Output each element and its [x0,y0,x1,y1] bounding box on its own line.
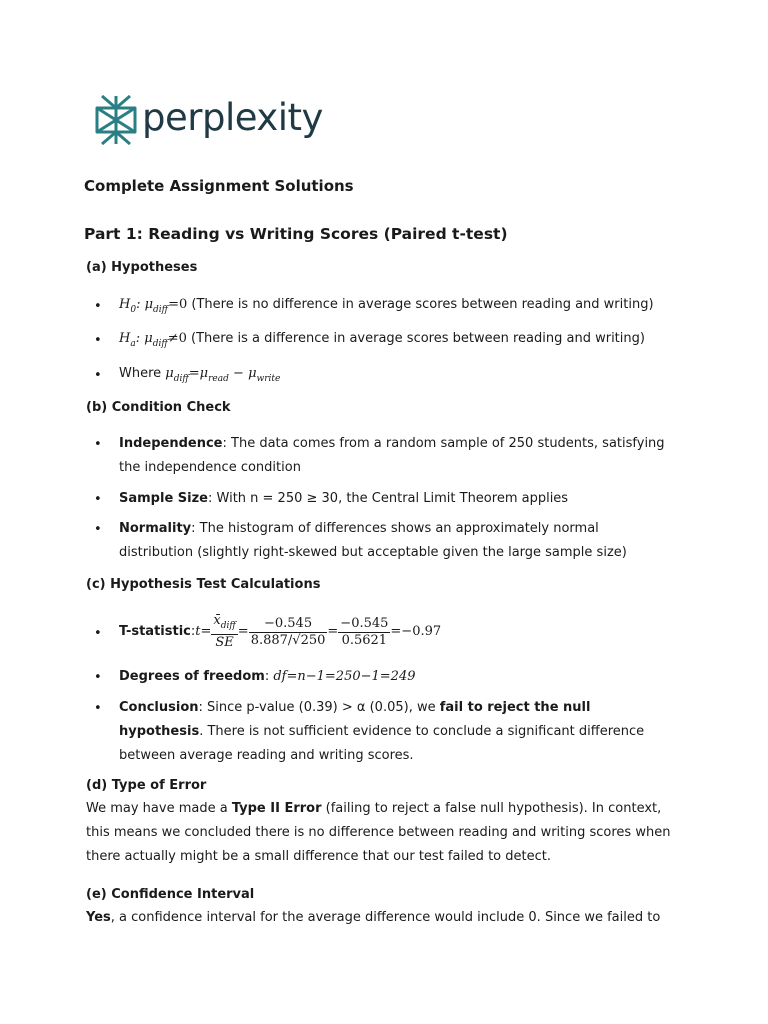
independence-line-2: the independence condition [119,460,301,475]
bullet-dot: • [94,492,102,507]
degrees-of-freedom: Degrees of freedom: df=n−1=250−1=249 [119,669,416,684]
normality-line-2: distribution (slightly right-skewed but acceptable given the large sample size) [119,545,627,560]
conclusion-line-2: hypothesis. There is not sufficient evidence to conclude a significant difference [119,724,645,739]
fraction-xbar-se: $\frac{x̄_{diff}}{SE}$ [213,613,236,650]
fraction-raw: $\frac{-0.545}{8.887/√250}$ [250,615,326,648]
where-definition: Where $\mu_{diff}=\mu_{read} - \mu_{write}$ [119,366,281,384]
bullet-dot: • [94,299,102,314]
error-line-2: this means we concluded there is no difference between reading and writing scores when [86,825,671,840]
independence-line-1: Independence: The data comes from a random sample of 250 students, satisfying [119,436,665,451]
error-line-1: We may have made a Type II Error (failing to reject a false null hypothesis). In context, [86,801,662,816]
section-d-heading: (d) Type of Error [86,778,207,793]
bullet-dot: • [94,626,102,641]
sample-size: Sample Size: With n = 250 ≥ 30, the Central Limit Theorem applies [119,491,569,506]
section-e-heading: (e) Confidence Interval [86,887,255,902]
perplexity-wordmark: perplexity [142,95,323,139]
bullet-dot: • [94,701,102,716]
error-line-3: there actually might be a small difference that our test failed to detect. [86,849,551,864]
perplexity-logo [94,94,323,146]
alt-hypothesis: $H_a$: $\mu_{diff}\ne 0$ (There is a difference in average scores between reading and writing) [119,331,645,349]
part1-heading: Part 1: Reading vs Writing Scores (Paired t-test) [84,225,508,243]
bullet-dot: • [94,368,102,383]
document-title: Complete Assignment Solutions [84,177,354,195]
ci-line-1: Yes, a confidence interval for the average difference would include 0. Since we failed to [86,910,661,925]
perplexity-logo-icon [94,94,138,146]
null-hypothesis: $H_0$: $\mu_{diff}=0$ (There is no difference in average scores between reading and writing) [119,297,654,315]
bullet-dot: • [94,522,102,537]
bullet-dot: • [94,333,102,348]
section-b-heading: (b) Condition Check [86,400,231,415]
fraction-simplified: $\frac{-0.545}{0.5621}$ [340,615,389,648]
conclusion-line-1: Conclusion: Since p-value (0.39) > α (0.05), we fail to reject the null [119,700,591,715]
bullet-dot: • [94,437,102,452]
conclusion-line-3: between average reading and writing scores. [119,748,414,763]
normality-line-1: Normality: The histogram of differences shows an approximately normal [119,521,599,536]
section-c-heading: (c) Hypothesis Test Calculations [86,577,321,592]
t-statistic: T-statistic : t = $\frac{x̄_{diff}}{SE}$ = $\frac{-0.545}{8.887/√250}$ = $\frac{-0.545}{0.5621}$ =−0.97 [119,613,442,650]
section-a-heading: (a) Hypotheses [86,260,198,275]
bullet-dot: • [94,670,102,685]
